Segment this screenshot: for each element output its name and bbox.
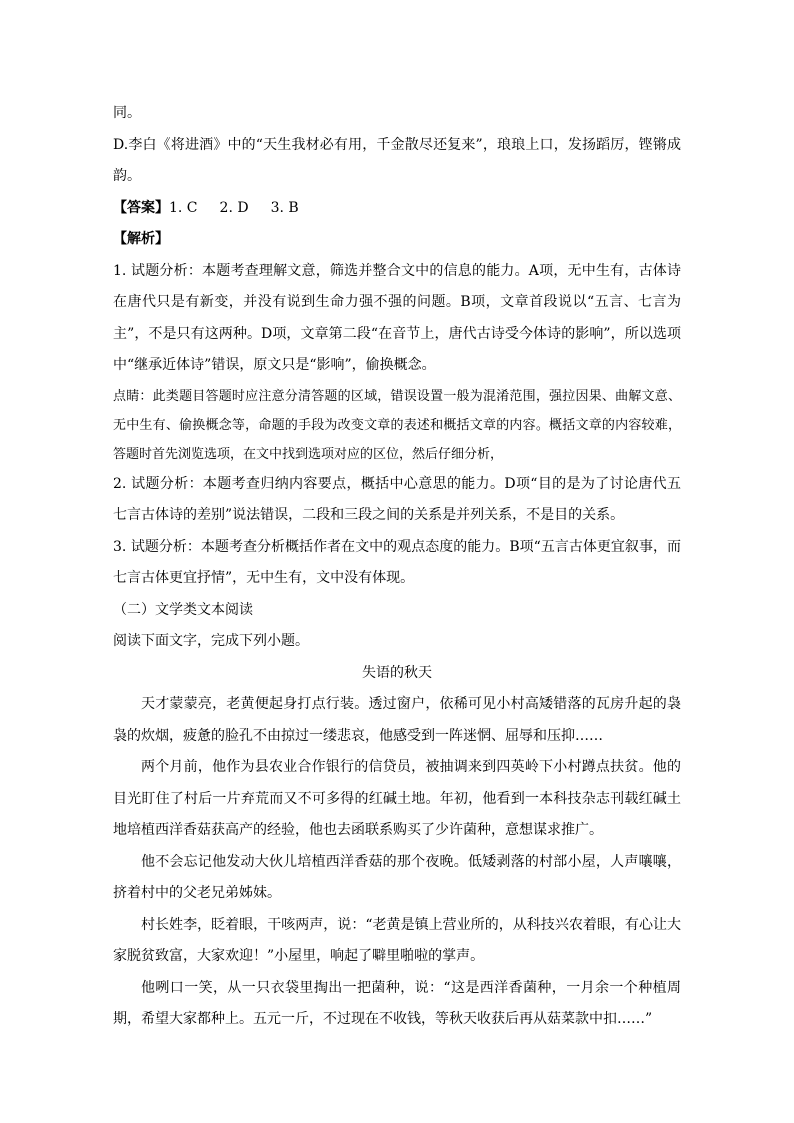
analysis-label: 【解析】 [113, 231, 169, 247]
story-paragraph-1: 天才蒙蒙亮，老黄便起身打点行装。透过窗户，依稀可见小村高矮错落的瓦房升起的袅袅的炊烟，疲惫的脸孔不由掠过一缕悲哀，他感受到一阵迷惘、屈辱和压抑…… [113, 696, 681, 744]
analysis-q1: 1. 试题分析：本题考查理解文意，筛选并整合文中的信息的能力。A项，无中生有，古体诗在唐代只是有新变，并没有说到生命力强不强的问题。B项，文章首段说以“五言、七言为主”，不是只有这两种。D项，文章第二段“在音节上，唐代古诗受今体诗的影响”，所以选项中“继承近体诗”错误，原文只是“影响”，偷换概念。 [113, 262, 681, 373]
answer-1: 1. C [169, 199, 198, 216]
answer-line [113, 193, 681, 225]
analysis-q3: 3. 试题分析：本题考查分析概括作者在文中的观点态度的能力。B项“五言古体更宜叙事，而七言古体更宜抒情”，无中生有，文中没有体现。 [113, 538, 681, 586]
option-d-text: D.李白《将进酒》中的“天生我材必有用，千金散尽还复来”，琅琅上口，发扬蹈厉，铿锵成韵。 [113, 136, 681, 184]
story-paragraph-4: 村长姓李，眨着眼，干咳两声，说：“老黄是镇上营业所的，从科技兴农着眼，有心让大家脱贫致富，大家欢迎！”小屋里，响起了噼里啪啦的掌声。 [113, 916, 681, 964]
answer-2: 2. D [219, 199, 249, 216]
analysis-tip: 点睛：此类题目答题时应注意分清答题的区域，错误设置一般为混淆范围，强拉因果、曲解文意、无中生有、偷换概念等，命题的手段为改变文章的表述和概括文章的内容。概括文章的内容较难，答题时首先浏览选项，在文中找到选项对应的区位，然后仔细分析， [113, 388, 681, 462]
story-paragraph-3: 他不会忘记他发动大伙儿培植西洋香菇的那个夜晚。低矮剥落的村部小屋，人声嚷嚷，挤着村中的父老兄弟姊妹。 [113, 853, 681, 901]
document-body [113, 98, 681, 1036]
text-line-continuation: 同。 [113, 105, 141, 121]
reading-instruction: 阅读下面文字，完成下列小题。 [113, 633, 309, 649]
story-title: 失语的秋天 [362, 664, 432, 681]
answer-3: 3. B [270, 199, 299, 216]
answer-label: 【答案】 [113, 199, 169, 216]
story-paragraph-5: 他咧口一笑，从一只衣袋里掏出一把菌种，说：“这是西洋香菌种，一月余一个种植周期，希望大家都种上。五元一斤，不过现在不收钱，等秋天收获后再从菇菜款中扣……” [113, 979, 681, 1027]
section-heading: （二）文学类文本阅读 [113, 601, 253, 618]
analysis-q2: 2. 试题分析：本题考查归纳内容要点，概括中心意思的能力。D项“目的是为了讨论唐代五七言古体诗的差别”说法错误，二段和三段之间的关系是并列关系，不是目的关系。 [113, 475, 681, 523]
story-paragraph-2: 两个月前，他作为县农业合作银行的信贷员，被抽调来到四英岭下小村蹲点扶贫。他的目光盯住了村后一片弃荒而又不可多得的红碱土地。年初，他看到一本科技杂志刊载红碱土地培植西洋香菇获高产的经验，他也去函联系购买了少许菌种，意想谋求推广。 [113, 759, 681, 838]
